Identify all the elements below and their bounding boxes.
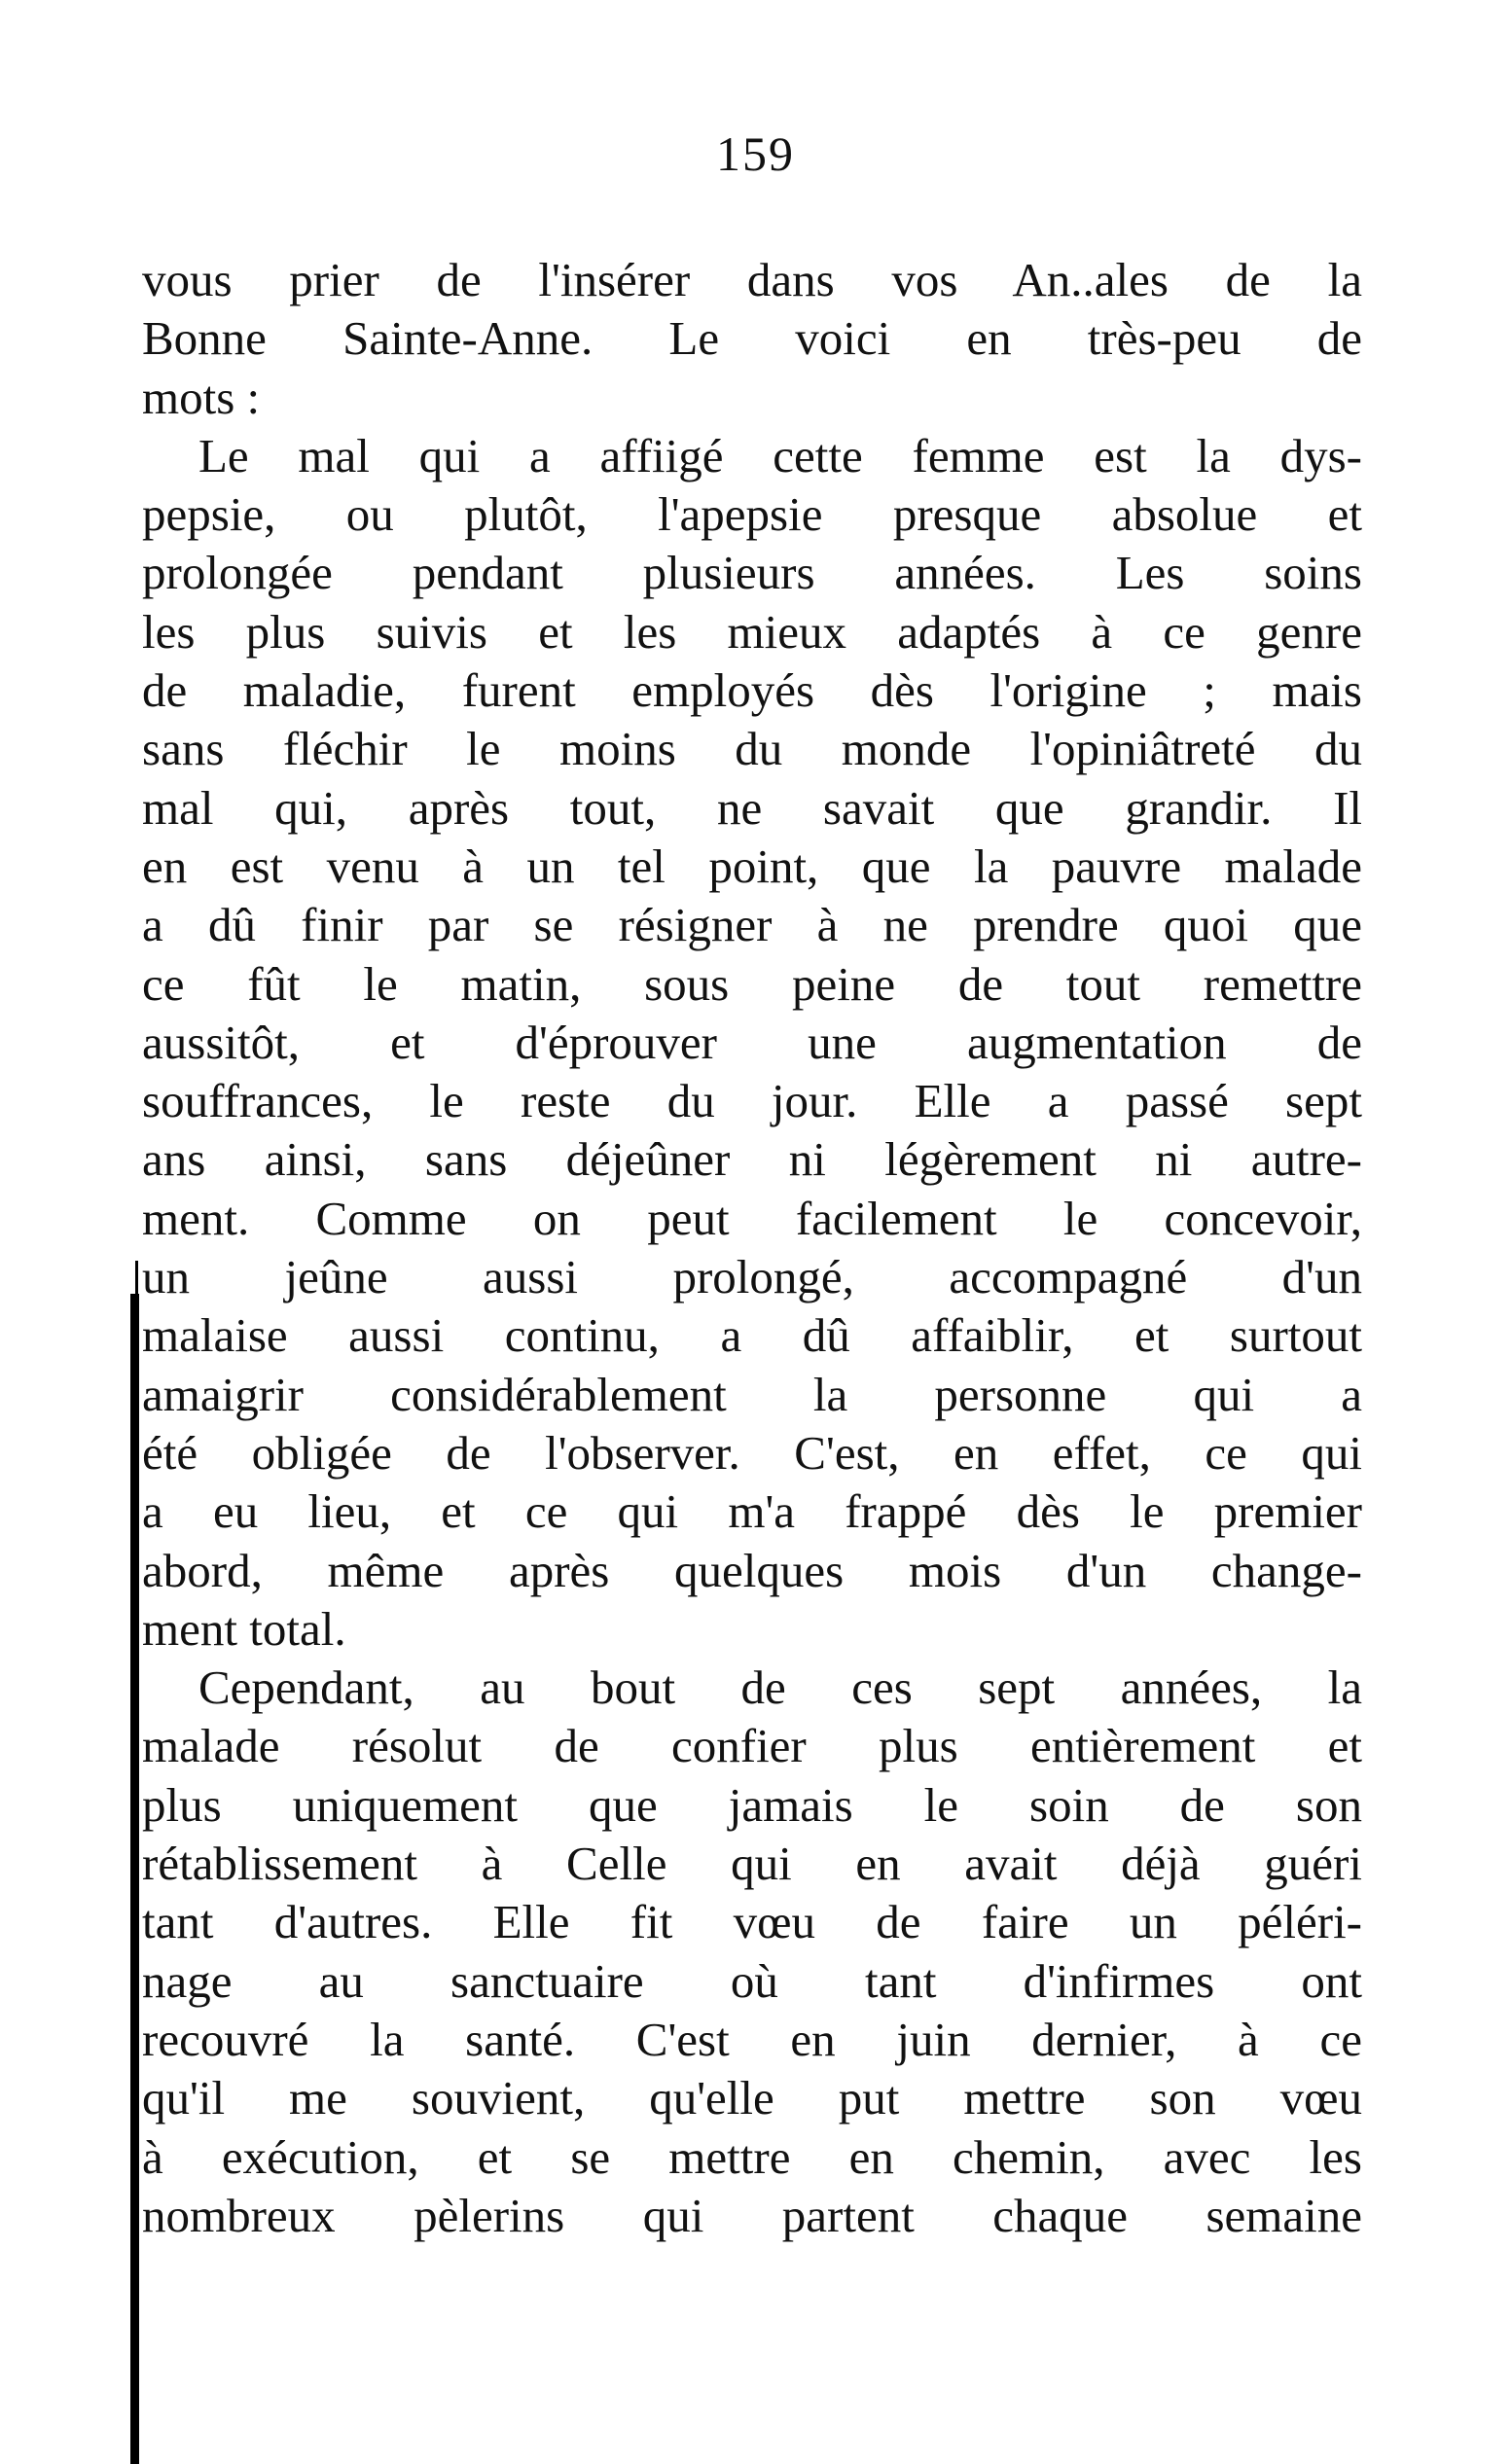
text-line: ans ainsi, sans déjeûner ni légèrement ni autre-: [142, 1132, 1362, 1187]
text-line: plus uniquement que jamais le soin de son: [142, 1777, 1362, 1832]
text-line: vous prier de l'insérer dans vos An..ales de la: [142, 253, 1362, 306]
text-line: rétablissement à Celle qui en avait déjà guéri: [142, 1837, 1362, 1891]
text-line: qu'il me souvient, qu'elle put mettre son vœu: [142, 2071, 1362, 2125]
text-line: malade résolut de confier plus entièrement et: [142, 1719, 1362, 1773]
text-line: pepsie, ou plutôt, l'apepsie presque absolue et: [142, 487, 1362, 542]
text-line: nombreux pèlerins qui partent chaque semaine: [142, 2188, 1362, 2242]
body-text: [142, 251, 1362, 2245]
text-line: été obligée de l'observer. C'est, en effet, ce qui: [142, 1425, 1362, 1480]
text-line: mots :: [142, 370, 261, 424]
text-line: nage au sanctuaire où tant d'infirmes ont: [142, 1953, 1362, 2008]
text-line: malaise aussi continu, a dû affaiblir, et surtout: [142, 1308, 1362, 1363]
text-line: un jeûne aussi prolongé, accompagné d'un: [142, 1250, 1362, 1304]
text-line: prolongée pendant plusieurs années. Les soins: [142, 546, 1362, 600]
text-line: abord, même après quelques mois d'un change-: [142, 1543, 1362, 1597]
text-line: aussitôt, et d'éprouver une augmentation de: [142, 1015, 1362, 1069]
text-line: Cependant, au bout de ces sept années, la: [198, 1661, 1362, 1715]
text-line: mal qui, après tout, ne savait que grandir. Il: [142, 780, 1362, 835]
text-line: souffrances, le reste du jour. Elle a passé sept: [142, 1074, 1362, 1128]
text-line: les plus suivis et les mieux adaptés à ce genre: [142, 604, 1362, 659]
text-line: de maladie, furent employés dès l'origine ; mais: [142, 663, 1362, 718]
text-line: en est venu à un tel point, que la pauvre malade: [142, 839, 1362, 893]
page-number: 159: [716, 126, 795, 181]
text-line: ce fût le matin, sous peine de tout remettre: [142, 956, 1362, 1011]
text-line: Bonne Sainte-Anne. Le voici en très-peu de: [142, 311, 1362, 366]
text-line: a eu lieu, et ce qui m'a frappé dès le premier: [142, 1484, 1362, 1539]
text-line: à exécution, et se mettre en chemin, avec les: [142, 2129, 1362, 2184]
text-line: sans fléchir le moins du monde l'opiniâtreté du: [142, 722, 1362, 776]
text-line: tant d'autres. Elle fit vœu de faire un péléri-: [142, 1895, 1362, 1949]
text-line: ment. Comme on peut facilement le concevoir,: [142, 1191, 1362, 1245]
text-line: a dû finir par se résigner à ne prendre quoi que: [142, 898, 1362, 952]
text-line: Le mal qui a affiigé cette femme est la dys-: [198, 428, 1362, 482]
text-line: ment total.: [142, 1601, 346, 1656]
binding-shadow: [130, 1294, 139, 2464]
text-line: amaigrir considérablement la personne qui a: [142, 1367, 1362, 1421]
text-line: recouvré la santé. C'est en juin dernier, à ce: [142, 2012, 1362, 2066]
